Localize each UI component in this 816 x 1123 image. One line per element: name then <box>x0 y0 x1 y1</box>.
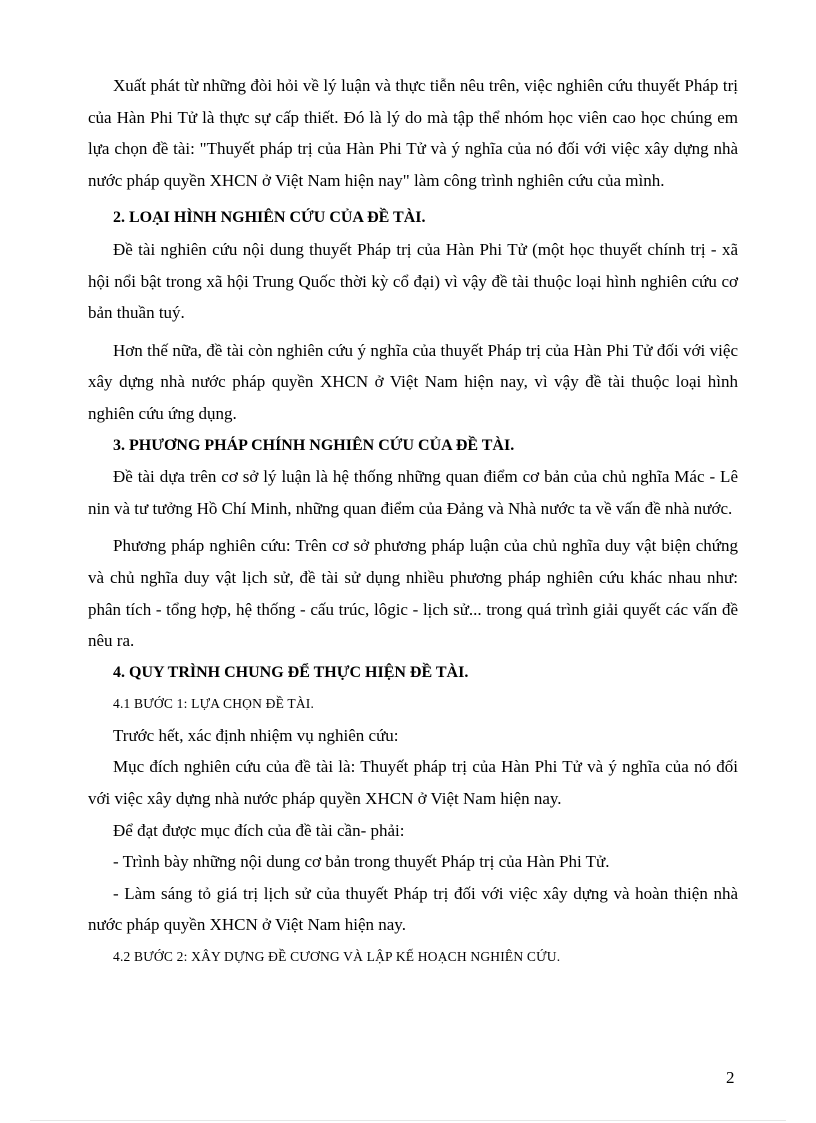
section-heading-2: 2. LOẠI HÌNH NGHIÊN CỨU CỦA ĐỀ TÀI. <box>113 209 426 227</box>
page-number: 2 <box>726 1068 735 1087</box>
list-item-clarify-value: - Làm sáng tỏ giá trị lịch sử của thuyết Pháp trị đối với việc xây dựng và hoàn thiện nhà nước pháp quyền XHCN ở Việt Nam hiện nay. <box>88 883 738 935</box>
paragraph-theoretical-basis: Đề tài dựa trên cơ sở lý luận là hệ thống những quan điểm cơ bản của chủ nghĩa Mác - Lê nin và tư tưởng Hồ Chí Minh, những quan điểm của Đảng và Nhà nước ta về vấn đề nhà nước. <box>88 467 738 518</box>
section-heading-4: 4. QUY TRÌNH CHUNG ĐỂ THỰC HIỆN ĐỀ TÀI. <box>113 663 469 681</box>
section-heading-3: 3. PHƯƠNG PHÁP CHÍNH NGHIÊN CỨU CỦA ĐỀ TÀI. <box>113 436 515 454</box>
list-item-present-content: - Trình bày những nội dung cơ bản trong thuyết Pháp trị của Hàn Phi Tử. <box>113 852 610 872</box>
paragraph-requirements: Để đạt được mục đích của đề tài cần- phải: <box>113 820 405 840</box>
paragraph-rationale: Xuất phát từ những đòi hỏi về lý luận và thực tiễn nêu trên, việc nghiên cứu thuyết Pháp trị của Hàn Phi Tử là thực sự cấp thiết. Đó là lý do mà tập thể nhóm học viên cao học chúng em lựa chọn đề tài: "Thuyết pháp trị của Hàn Phi Tử và ý nghĩa của nó đối với việc xây dựng nhà nước pháp quyền XHCN ở Việt Nam hiện nay" làm công trình nghiên cứu của mình. <box>88 76 738 190</box>
paragraph-methods: Phương pháp nghiên cứu: Trên cơ sở phương pháp luận của chủ nghĩa duy vật biện chứng và chủ nghĩa duy vật lịch sử, đề tài sử dụng nhiều phương pháp nghiên cứu khác nhau như: phân tích - tổng hợp, hệ thống - cấu trúc, lôgic - lịch sử... trong quá trình giải quyết các vấn đề nêu ra. <box>88 536 738 651</box>
paragraph-tasks-intro: Trước hết, xác định nhiệm vụ nghiên cứu: <box>113 725 399 745</box>
subheading-4-1: 4.1 BƯỚC 1: LỰA CHỌN ĐỀ TÀI. <box>113 696 315 712</box>
paragraph-research-type-basic: Đề tài nghiên cứu nội dung thuyết Pháp trị của Hàn Phi Tử (một học thuyết chính trị - xã hội nổi bật trong xã hội Trung Quốc thời kỳ cổ đại) vì vậy đề tài thuộc loại hình nghiên cứu cơ bản thuần tuý. <box>88 239 738 323</box>
page-bottom-edge <box>30 1120 786 1121</box>
paragraph-purpose: Mục đích nghiên cứu của đề tài là: Thuyết pháp trị của Hàn Phi Tử và ý nghĩa của nó đối với việc xây dựng nhà nước pháp quyền XHCN ở Việt Nam hiện nay. <box>88 757 738 809</box>
document-body <box>88 70 738 973</box>
paragraph-research-type-applied: Hơn thế nữa, đề tài còn nghiên cứu ý nghĩa của thuyết Pháp trị của Hàn Phi Tử đối với việc xây dựng nhà nước pháp quyền XHCN ở Việt Nam hiện nay, vì vậy đề tài thuộc loại hình nghiên cứu ứng dụng. <box>88 340 738 423</box>
subheading-4-2: 4.2 BƯỚC 2: XÂY DỰNG ĐỀ CƯƠNG VÀ LẬP KẾ HOẠCH NGHIÊN CỨU. <box>113 949 561 965</box>
